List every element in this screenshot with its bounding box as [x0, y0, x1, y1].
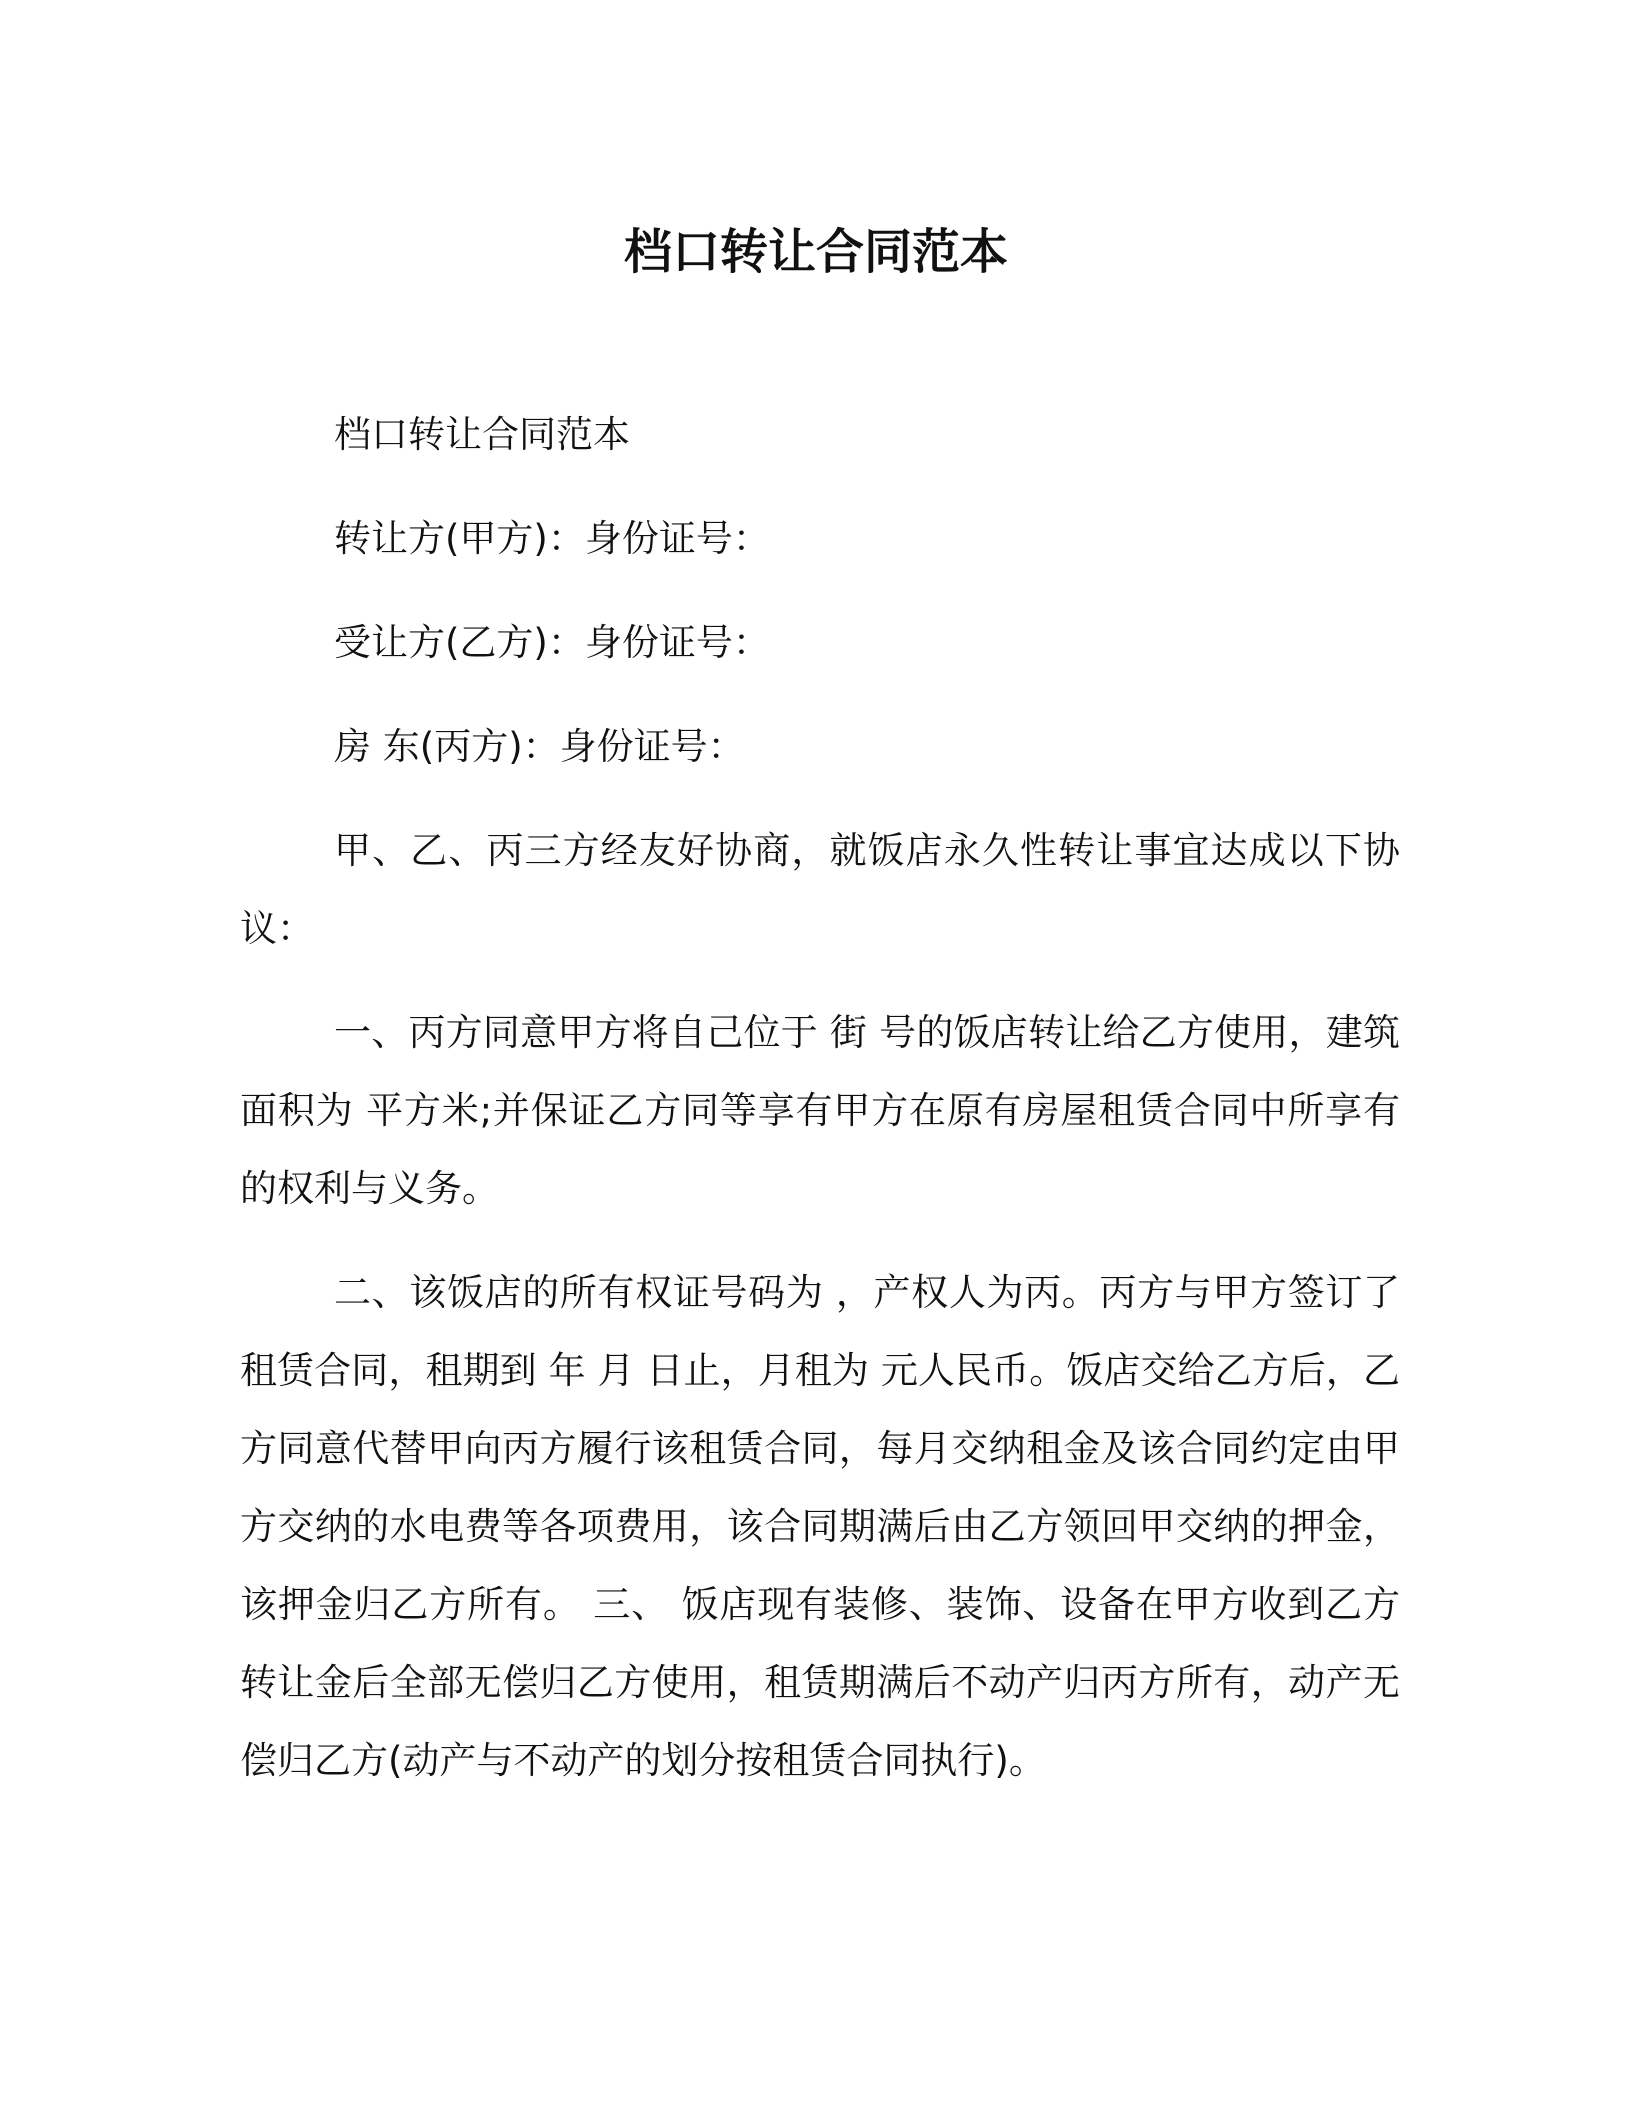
subtitle-paragraph: 档口转让合同范本 — [334, 413, 630, 456]
transferee-line: 受让方(乙方)：身份证号： — [334, 621, 770, 664]
landlord-line: 房 东(丙方)：身份证号： — [334, 725, 745, 768]
transferor-line: 转让方(甲方)：身份证号： — [334, 517, 770, 560]
document-body — [240, 396, 1400, 1826]
clause-two-paragraph: 二、该饭店的所有权证号码为 ，产权人为丙。丙方与甲方签订了租赁合同，租期到 年 月 日止，月租为 元人民币。饭店交给乙方后，乙方同意代替甲向丙方履行该租赁合同，每月交纳租金及该合同约定由甲方交纳的水电费等各项费用，该合同期满后由乙方领回甲交纳的押金，该押金归乙方所有。 三、 饭店现有装修、装饰、设备在甲方收到乙方转让金后全部无偿归乙方使用，租赁期满后不动产归丙方所有，动产无偿归乙方(动产与不动产的划分按租赁合同执行)。 — [240, 1271, 1400, 1782]
document-title: 档口转让合同范本 — [623, 224, 1008, 280]
clause-one-paragraph: 一、丙方同意甲方将自己位于 街 号的饭店转让给乙方使用，建筑面积为 平方米;并保证乙方同等享有甲方在原有房屋租赁合同中所享有的权利与义务。 — [240, 1011, 1400, 1210]
agreement-intro-paragraph: 甲、乙、丙三方经友好协商，就饭店永久性转让事宜达成以下协议： — [240, 829, 1400, 950]
